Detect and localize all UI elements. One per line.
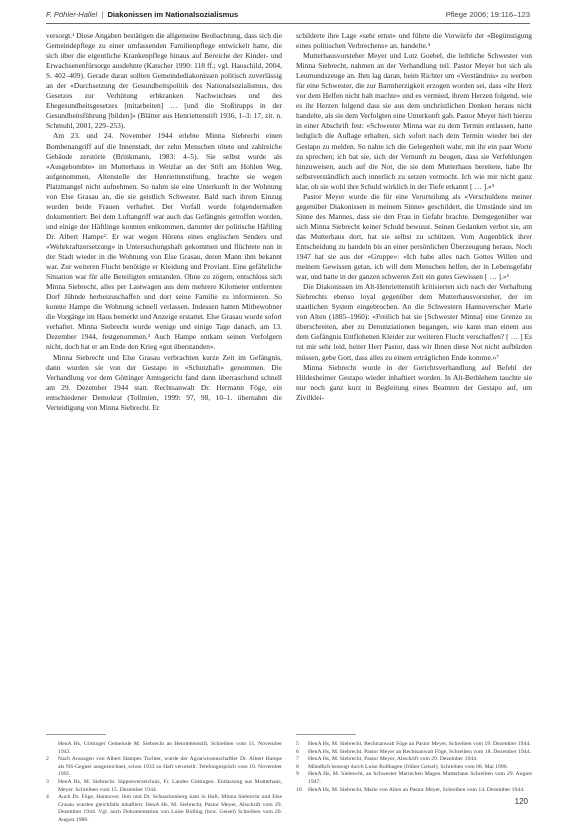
header-left [46,10,238,19]
header-journal: Pflege 2006; 19:116–123 [445,10,530,19]
footnote [46,794,282,824]
footnote-text: HenA Hs, M. Siebrecht, Pastor Meyer, Abschrift vom 29. Dezember 1944. [308,756,478,763]
footnote-number: 3 [46,778,49,785]
footnote [46,779,282,794]
footnote-number: 6 [296,748,299,755]
left-column [46,31,282,726]
footnote-text: Auch Dr. Föge, Hannover. Ihm und Dr. Schnackenberg kam in Haft, Minna Siebrecht und Else Grasau wurden gleichfalls inhaftiert. HenA Hs, M. Siebrecht, Pastor Meyer, Abschrift vom 29. Dezember 1944. Vgl. auch Dokumentation von Luise Bolling (bzw. Geisel) Schreiben vom 20. August 1980. [58,794,282,823]
footnote-text: HenA Hs, M. Siebrecht. Pastor Meyer an Rechtsanwalt Föge, Schreiben vom 18. Dezember 1944. [308,748,531,755]
paragraph: Am 23. und 24. November 1944 erlebte Minna Siebrecht einen Bombenangriff auf die Innenstadt, der zehn Menschen tötete und zahlreiche Gebäude zerstörte (Brinkmann, 1983: 4–5). Sie selbst wurde als «Ausgebombte» im Mutterhaus in Wetzlar an der Stift am Hohlen Weg, aufgenommen, Altenstelle der Henriettenstiftung, brachte sie wegen Platzmangel nicht aufnehmen. So nahm sie eine Unterkunft in der Wohnung von Else Grasau an, die sie geistlich Schwester. Bald nach ihrem Einzug wurden beide Frauen verhaftet. Der Vorfall wurde folgendermaßen dokumentiert: Bei dem Luftangriff war auch das Gefängnis getroffen worden, und einige der Häftlinge konnten entkommen, darunter der politische Häftling Dr. Albert Hampe². Er war wegen Hörens eines englischen Senders und «Wehrkraftzersetzung» in Untersuchungshaft gekommen und flüchtete nun in der Stadt wieder in die Wohnung von Else Grasau, deren Mann ihm bekannt war. Zur weiteren Flucht benötigte er Kleidung und Proviant. Eine gefährliche Situation war für alle Beteiligten entstanden. Ohne zu zögern, entschloss sich Minna Siebrecht, alles per Lastwagen aus dem mehrere Kilometer entfernten Dorf Jühnde herbeizuschaffen und dort seine Familie zu informieren. So konnte Hampe die Wohnung schnell verlassen. Indessen hatten Mitbewohner die Vorgänge im Haus bemerkt und Anzeige erstattet. Else Grasau wurde sofort verhaftet. Minna Siebrecht wurde wenige und einige Tage danach, am 13. Dezember 1944, festgenommen.³ Auch Hampe entkam seinen Verfolgern nicht, doch hat er am Ende den Krieg «gut überstanden». [46,131,282,352]
footnote-number: 2 [46,756,49,763]
paragraph: Mutterhausvorsteher Meyer und Lutz Goebel, die leibliche Schwester von Minna Siebrecht, nahmen an der Verhandlung teil. Pastor Meyer bot sich als Leumundszeuge an. Ihm lag daran, beim Richter um «Verständnis» zu werben für eine Schwester, die zur Barmherzigkeit erzogen worden sei, dass «ihr Herz vor dem Helfen nicht halt machte» und es vermied, ihrem Herzen folgend, wie es ihr Herzen folgend dass sie aus dem unchristlichen Denken heraus nicht handelte, als sie dem Verfolgten eine Unterkunft gab. Pastor Meyer hielt hierzu in einer Abschrift fest: «Schwester Minna war zu dem Termin entlassen, hatte lediglich die Auflage erhalten, sich sofort nach dem Termin wieder bei der Gestapo zu melden. So nahte ich die Gelegenheit wahr, mit ihr ein paar Worte zu sprechen; ich bat sie, sich der Vernunft zu beugen, dass sie Verfehlungen hinzuweisen, auch auf die Not, die sie dem Mutterhaus bereitete, habe Ihr selbstverständlich auch innerlich zu setzen vermocht. Ich wie mir nicht ganz klar, ob sie wohl ihre Schuld wirklich in der Tiefe erkannt [ … ].»⁵ [296,51,532,191]
paragraph: Pastor Meyer wurde die für eine Verurteilung als «Verschuldens meiner gegenüber Diakonissen in meinem Sinne» geschildert, die Umstände sind im Sinne des Mannes, dass sie den Frau in Gefahr brachte. Demgegenüber war sich Minna Siebrecht keiner Schuld bewusst. Seinen Gedanken verbot sie, am das Mutterhaus dort, hat sie selbst zu schützen. Vom Augenblick ihrer Entscheidung zu handeln bis an einer persönlichen Überzeugung heraus. Noch 1947 hat sie aus der «Gruppe»: «Ich habe alles nach Gottes Willen und meinem Gewissen getan, ich will dem Menschen helfen, der in Lebensgefahr war, und hatte in der ganzen schweren Zeit ein gutes Gewissen [ … ].»⁶ [296,191,532,282]
header-title: Diakonissen im Nationalsozialismus [107,10,239,19]
footnote-number: 4 [46,794,49,801]
paragraph: versorgt.¹ Diese Angaben bestätigen die allgemeine Beobachtung, dass sich die Gemeindepflege zu einer umfassenden Familienpflege entwickelt hatte, die sich über die eigentliche Krankenpflege hinaus auf Bereiche der Kinder- und Erwachsenenfürsorge ausdehnte (Katscher 1990: 118 ff.; vgl. Hauschild, 2004, S. 402–409). Gerade daran sollten Gemeindediakonissen politisch zuverlässig an der «Durchsetzung der Gesundheitspolitik des Nationalsozialismus, des Gesetzes zur Verhütung erbkranken Nachwuchses und des Ehegesundheitsgesetzes [mitarbeiten] … [und die Stoßtrupps in der Gesundheitsführung [bilden]» (Blätter aus Henriettenstift 1936, 1–3: 17, zit. n. Schmuhl, 2001, 229–253). [46,31,282,131]
footnotes-right [296,741,532,807]
footnote-text: HenA Hs, M. Siebrecht. Sippenverzeichnis, Fr. Landes Göttingen. Entlassung aus Mutterhaus, Meyer. Schreiben vom 15. Dezember 1944. [58,778,282,793]
footnote-text: HenA Hs, M. Siebrecht, an Schwester Mariechen Magen Mutterhaus Schreiben vom 29. August 1947. [308,771,532,785]
running-header [46,10,530,24]
footnote-text: Mündlich bezeugt durch Luise Rollhagen (früher Geisel), Schreiben vom 08. Mai 1996. [308,763,508,770]
page-number: 120 [514,797,528,806]
footnote [296,764,532,772]
footnote-number: 5 [296,741,299,747]
footnote-number: 9 [296,771,299,778]
footnote-number: 10 [296,786,302,793]
footnote-number [46,741,58,756]
footnote [296,741,532,749]
paragraph: Die Diakonissen im Alt-Henriettenstift kritisierten sich nach der Verhaftung Siebrechts ebenso loyal gegenüber dem Mutterhausvorsteher, der im staatlichen System eingebrochen. An die Schwestern Hannoverscher Marie von Alten (1885–1960): «Freilich hat sie [Schwester Minna] eine Grenze zu überschreiten, aber zu Denunziationen begangen, wie kann man einem aus dem Gefängnis Entflohenen Kleider zur weiteren Flucht verschaffen? [ … ] Es tut mir sehr leid, heiter Herr Pastor, dass wir Ihnen diese Not nicht aufbürden müssen, gebe Gott, dass alles zu einem erträglichen Ende komme.»⁷ [296,282,532,362]
paragraph: Minna Siebrecht wurde in der Gerichtsverhandlung auf Befehl der Hildesheimer Gestapo wieder inhaftiert worden. In Alt-Bethlehem tauchte sie nur noch ganz kurz in Begleitung eines Beamten der Gestapo auf, um Zivilklei- [296,362,532,402]
footnote-text: HenA Hs, M. Siebrecht, Marie von Alten an Pastor Meyer, Schreiben vom 14. Dezember 1944. [308,786,525,793]
footnote [46,756,282,779]
footnote-divider [46,734,106,735]
right-column [296,31,532,726]
footnote-divider [296,734,356,735]
footnote-text: HenA Hs, M. Siebrecht, Rechtsanwalt Föge an Pastor Meyer, Schreiben vom 19. Dezember 1944. [308,741,531,747]
footnote-text: Nach Aussagen von Albert Hampes Tochter, wurde der Agrarwissenschaftler Dr. Albert Hampe als NS-Gegner ausgezeichnet, schon 1933 zu Haft verurteilt. Telefongespräch vom 10. November 1995. [58,756,282,778]
footnote-number: 8 [296,763,299,770]
footnote [296,771,532,786]
footnotes-left [46,741,282,823]
footnote-number: 7 [296,756,299,763]
header-separator: | [101,10,104,19]
footnote [296,756,532,764]
footnote [296,787,532,795]
paragraph: Minna Siebrecht und Else Grasau verbrachten kurze Zeit im Gefängnis, dann wurden sie von der Gestapo in «Schutzhaft» genommen. Die Verhandlung vor dem Göttinger Amtsgericht fand dann überraschend schnell am 29. Dezember 1944 statt. Rechtsanwalt Dr. Hermann Föge, ein entschiedener Demokrat (Tollmien, 1999: 97, 98, 10–1. übernahm die Verteidigung von Minna Siebrecht. Er [46,352,282,412]
header-author: F. Pöhler-Hallel [46,10,98,19]
footnote-text: HenA Hs, Göttinger Gemeinde M. Siebrecht an Henriettenstift, Schreiben vom 15. November 1943. [58,741,282,755]
paragraph: schilderte ihre Lage «sehr ernst» und führte die Vorwürfe der «Begünstigung eines politischen Verbrechens» an. handelte.⁴ [296,31,532,51]
footnote [46,741,282,756]
